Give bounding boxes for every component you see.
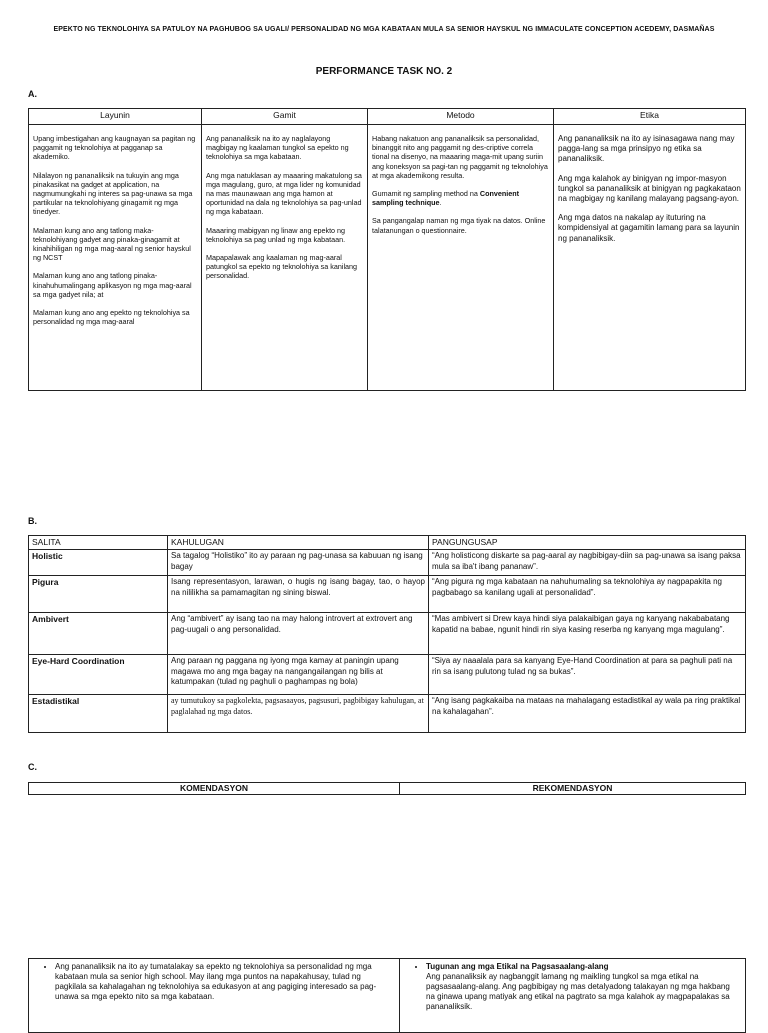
rekomendasyon-heading: Tugunan ang mga Etikal na Pagsasaalang-alang [426,962,609,971]
meaning-cell: Ang “ambivert” ay isang tao na may halong introvert at extrovert ang pag-uugali o ang personalidad. [168,613,429,655]
gamit-paragraph: Ang pananaliksik na ito ay naglalayong magbigay ng kaalaman tungkol sa epekto ng teknolohiya sa mga kabataan. [206,134,349,162]
table-row [29,695,746,733]
layunin-paragraph: Malaman kung ano ang epekto ng teknolohiya sa personalidad ng mga mag-aaral [33,308,190,327]
table-row [29,613,746,655]
gamit-cell [202,125,368,391]
sentence-cell: “Ang isang pagkakaiba na mataas na mahalagang estadistikal ay wala pa ring praktikal na kahalagahan”. [429,695,746,733]
metodo-sampling-prefix: Gumamit ng sampling method na [372,189,478,199]
section-c-table [28,782,746,795]
term-cell: Pigura [29,576,168,613]
meaning-cell: Sa tagalog “Holistiko” ito ay paraan ng pag-unasa sa kabuuan ng isang bagay [168,550,429,576]
term-cell: Estadistikal [29,695,168,733]
rekomendasyon-list [406,962,739,1012]
meaning-cell: Ang paraan ng paggana ng iyong mga kamay at paningin upang magawa mo ang mga bagay na nangangailangan ng bilis at katumpakan (tulad ng paghuli o paghampas ng bola) [168,655,429,695]
layunin-paragraph: Upang imbestigahan ang kaugnayan sa pagitan ng paggamit ng teknolohiya at pagganap sa akademiko. [33,134,196,162]
term-cell: Holistic [29,550,168,576]
column-header-layunin: Layunin [29,109,202,125]
metodo-cell [368,125,554,391]
metodo-paragraph: Habang nakatuon ang pananaliksik sa personalidad, binanggit nito ang paggamit ng des-criptive correla tional na disenyo, na maaaring maga-mit upang suriin ang koneksyon sa pagi-tan ng paggamit ng teknolohiya at mga akademikong resulta. [372,134,548,180]
table-row [29,959,746,1033]
gamit-paragraph: Mapapalawak ang kaalaman ng mag-aaral patungkol sa epekto ng teknolohiya sa kanilang personalidad. [206,253,358,281]
layunin-cell [29,125,202,391]
table-header-row [29,536,746,550]
rekomendasyon-text: Ang pananaliksik ay nagbanggit lamang ng maikling tungkol sa mga etikal na pagsasaalang-alang. Ang pagbibigay ng mas detalyadong talakayan ng mga hakbang na ginawa upang matiyak ang etikal na pagtrato sa mga kalahok ay magpapalakas sa pananaliksik. [426,972,730,1011]
table-row [29,655,746,695]
meaning-cell: ay tumutukoy sa pagkolekta, pagsasaayos, pagsusuri, pagbibigay kahulugan, at paglalahad ng mga datos. [168,695,429,733]
section-a-table [28,108,746,391]
gamit-paragraph: Ang mga natuklasan ay maaaring makatulong sa mga magulang, guro, at mga lider ng komunidad na mas maunawaan ang mga hamon at oportunidad na dala ng teknolohiya sa pag-unlad ng mga kabataan. [206,170,362,217]
gamit-paragraph: Maaaring mabigyan ng linaw ang epekto ng teknolohiya sa pag unlad ng mga kabataan. [206,225,346,244]
column-header-etika: Etika [554,109,746,125]
sentence-cell: “Ang holisticong diskarte sa pag-aaral ay nagbibigay-diin sa pag-unawa sa isang paksa mula sa iba't ibang pananaw”. [429,550,746,576]
table-header-row [29,783,746,795]
sentence-cell: “Siya ay naaalala para sa kanyang Eye-Hand Coordination at para sa paghuli pati na rin sa isang pulutong tulad ng sa bukas”. [429,655,746,695]
column-header-komendasyon: KOMENDASYON [29,783,400,795]
layunin-paragraph: Malaman kung ano ang tatlong maka-teknolohiyang gadyet ang pinaka-ginagamit at kinahihiligan ng mga mag-aaral ng senior hayskul ng NCST [33,225,191,263]
sentence-cell: “Ang pigura ng mga kabataan na nahuhumaling sa teknolohiya ay nagpapakita ng pagbabago sa kanilang ugali at personalidad”. [429,576,746,613]
sentence-cell: “Mas ambivert si Drew kaya hindi siya palakaibigan gaya ng kanyang nakababatang kapatid na babae, ngunit hindi rin siya kasing reserba ng kanyang mga magulang”. [429,613,746,655]
komendasyon-rekomendasyon-table [28,958,746,1033]
etika-cell [554,125,746,391]
column-header-rekomendasyon: REKOMENDASYON [400,783,746,795]
table-row [29,576,746,613]
list-item [426,962,739,1012]
term-cell: Ambivert [29,613,168,655]
section-a-label: A. [28,89,37,99]
metodo-paragraph: Sa pangangalap naman ng mga tiyak na datos. Online talatanungan o questionnaire. [372,216,546,235]
metodo-sampling-suffix: . [439,198,442,208]
document-header: EPEKTO NG TEKNOLOHIYA SA PATULOY NA PAGHUBOG SA UGALI/ PERSONALIDAD NG MGA KABATAAN MULA SA SENIOR HAYSKUL NG IMMACULATE CONCEPTION ACEDEMY, DASMAÑAS [53,26,715,33]
rekomendasyon-cell [400,959,746,1033]
table-row [29,550,746,576]
layunin-paragraph: Nilalayon ng pananaliksik na tukuyin ang mga pinakasikat na gadget at application, na nagmumungkahi ng interes sa pag-unawa sa mga partikular na teknolohiyang ginagamit ng mga tinedyer. [33,170,193,217]
komendasyon-list [35,962,393,1002]
list-item: • Ang pananaliksik na ito ay tumatalakay sa epekto ng teknolohiya sa personalidad ng mga kabataan mula sa senior high school. May ilang mga puntos na napakahusay, tulad ng pagkilala sa kahalagahan ng teknolohiya sa edukasyon at ang pagiging interesado sa pag-unawa sa mga epekto nito sa mga kabataan. [55,962,393,1002]
column-header-gamit: Gamit [202,109,368,125]
column-header-metodo: Metodo [368,109,554,125]
page-title: PERFORMANCE TASK NO. 2 [315,66,453,77]
table-row [29,125,746,391]
etika-paragraph: Ang mga datos na nakalap ay ituturing na kompidensiyal at gagamitin lamang para sa layunin ng pananaliksik. [558,213,740,243]
komendasyon-cell [29,959,400,1033]
etika-paragraph: Ang mga kalahok ay binigyan ng impor-masyon tungkol sa pananaliksik at binigyan ng pagkakataon na magbigay ng kanilang malayang pagsang-ayon. [558,173,741,204]
meaning-cell: Isang representasyon, larawan, o hugis ng isang bagay, tao, o hayop na nililikha sa pamamagitan ng sining biswal. [168,576,429,613]
column-header-pangungusap: PANGUNGUSAP [429,536,746,550]
column-header-kahulugan: KAHULUGAN [168,536,429,550]
layunin-paragraph: Malaman kung ano ang tatlong pinaka-kinahuhumalingang aplikasyon ng mga mag-aaral sa mga gadyet nila; at [33,271,192,299]
term-cell: Eye-Hard Coordination [29,655,168,695]
section-c-label: C. [28,762,37,772]
metodo-sampling-paragraph [372,189,549,207]
section-b-label: B. [28,516,37,526]
column-header-salita: SALITA [29,536,168,550]
table-header-row [29,109,746,125]
etika-paragraph: Ang pananaliksik na ito ay isinasagawa nang may pagga-lang sa mga prinsipyo ng etika sa pananaliksik. [558,134,735,164]
section-b-table [28,535,746,733]
metodo-sampling-method: Convenient sampling technique [372,189,520,208]
